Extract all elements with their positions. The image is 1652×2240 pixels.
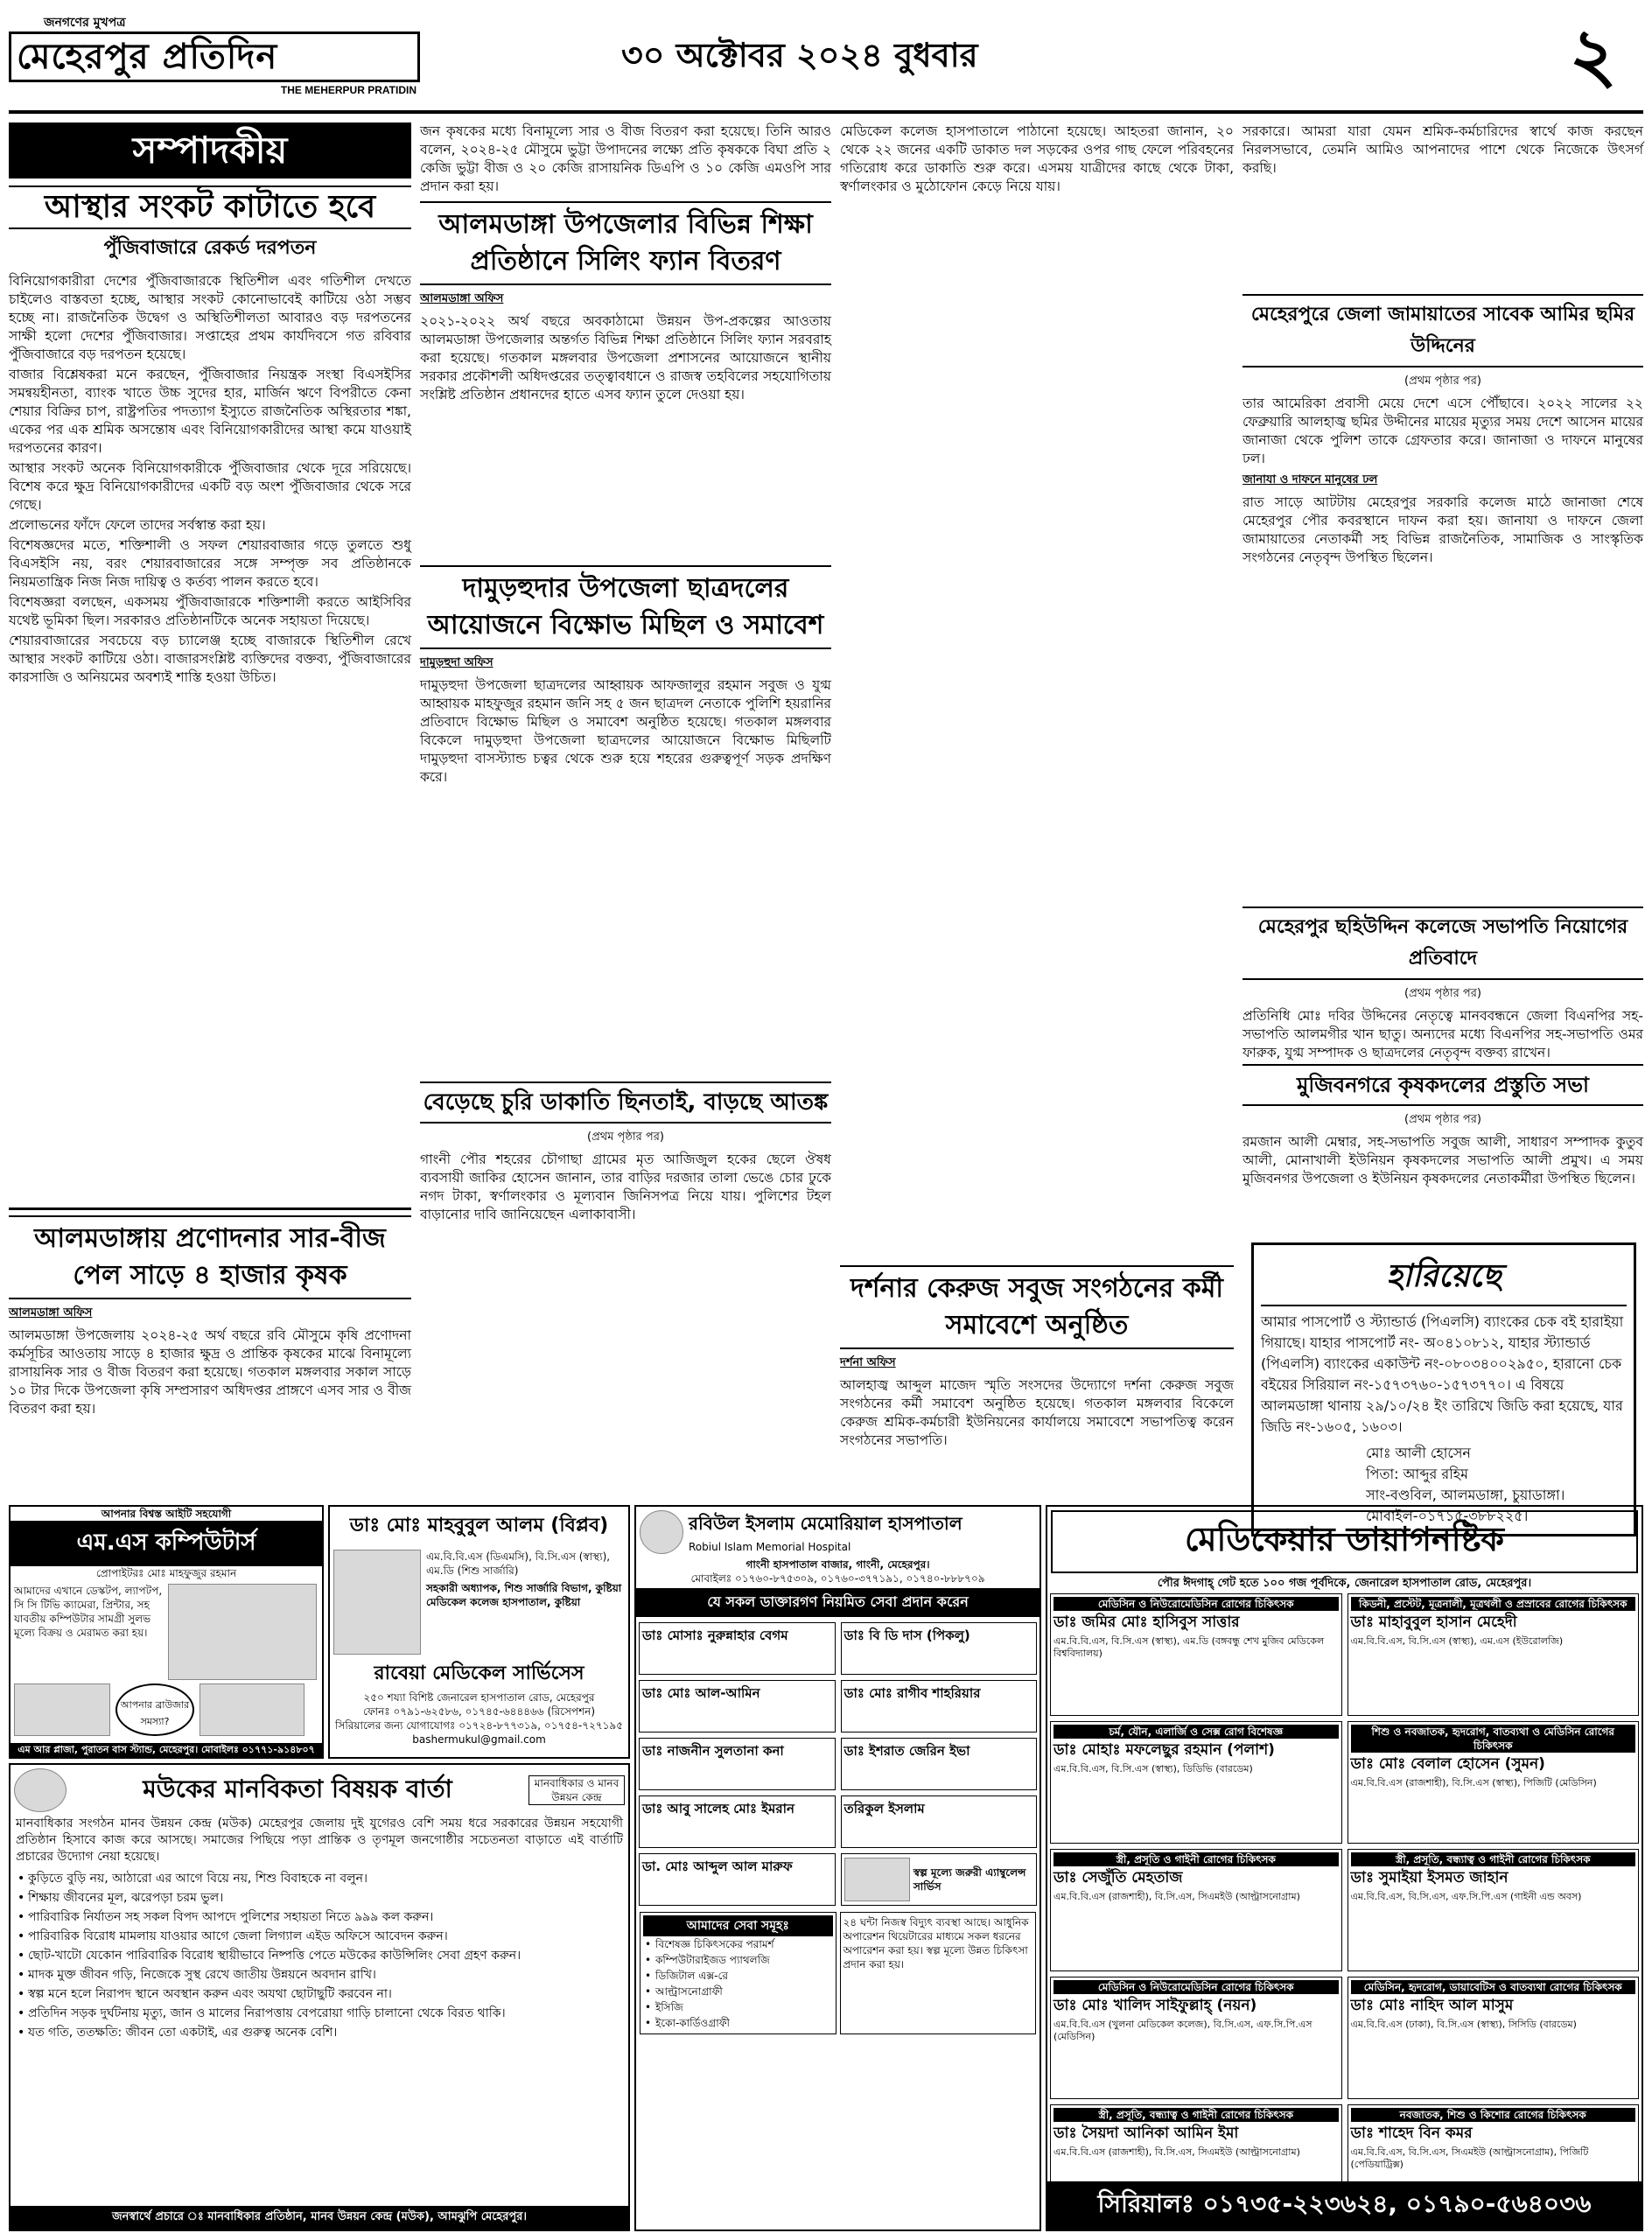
fertilizer-story (9, 1208, 411, 1420)
mouk-item: • কুড়িতে বুড়ি নয়, আঠারো এর আগে বিয়ে নয়, শিশু বিবাহকে না বলুন। (16, 1869, 623, 1888)
doctor-name: ডাঃ সেজুঁতি মেহতাজ (1054, 1869, 1183, 1886)
editorial-paragraph: বিনিয়োগকারীরা দেশের পুঁজিবাজারকে স্থিতিশীল এবং গতিশীল দেখতে চাইলেও বাস্তবতা হচ্ছে, আস্থার সংকট কোনোভাবেই কাটিয়ে ওঠা সম্ভব হচ্ছে না। রাজনৈতিক উদ্বেগ ও অস্থিতিশীলতা আবারও বড় দরপতনের সাক্ষী হলো দেশের পুঁজিবাজার। সপ্তাহের প্রথম কার্যদিবসে গত রবিবার পুঁজিবাজারে বড় দরপতন হয়েছে। (9, 273, 411, 362)
hospital-doctor: ডা. মোঃ আব্দুল আল মারুফ (642, 1858, 793, 1874)
doctor-photo (333, 1550, 421, 1655)
column-two (420, 122, 831, 1435)
environment-story (840, 1260, 1234, 1452)
environment-headline: দর্শনার কেরুজ সবুজ সংগঠনের কর্মী সমাবেশে অনুষ্ঠিত (840, 1265, 1234, 1349)
clinic-email: bashermukul@gmail.com (412, 1733, 546, 1746)
doctor-name: ডাঃ মাহাবুবুল হাসান মেহেদী (1350, 1614, 1517, 1631)
mouk-title: মউকের মানবিকতা বিষয়ক বার্তা (143, 1774, 452, 1803)
diagnostic-doctor (1050, 1849, 1342, 1971)
jamaat-text2: রাত সাড়ে আটটায় মেহেরপুর সরকারি কলেজ মাঠে জানাজা শেষে মেহেরপুর পৌর কবরস্থানে দাফন করা হয়। জানাযা ও দাফনে জেলা জামায়াতের নেতাকর্মী সহ বিভিন্ন রাজনৈতিক, সামাজিক ও সাংস্কৃতিক সংগঠনের নেতৃবৃন্দ উপস্থিত ছিলেন। (1242, 494, 1643, 565)
hospital-banner: যে সকল ডাক্তারগণ নিয়মিত সেবা প্রদান করেন (636, 1588, 1040, 1617)
jamaat-continued: (প্রথম পৃষ্ঠার পর) (1404, 374, 1481, 388)
hospital-doctor: ডাঃ মোঃ আল-আমিন (642, 1685, 760, 1701)
doctor-degree: এম.বি.বি.এস (রাজশাহী), বি.সি.এস, সিএমইউ (আল্ট্রাসনোগ্রাম) (1054, 1891, 1300, 1902)
farmers-story (1242, 1059, 1643, 1190)
protest-headline: দামুড়হুদার উপজেলা ছাত্রদলের আয়োজনে বিক্ষোভ মিছিল ও সমাবেশ (420, 565, 831, 649)
doctor-degree: এম.বি.বি.এস, বি.সি.এস, সিএমইউ (আল্ট্রাসনোগ্রাম), পিজিটি (পেডিয়াট্রিক্স) (1350, 2146, 1589, 2170)
jamaat-intro: সরকারে। আমরা যারা যেমন শ্রমিক-কর্মচারিদের স্বার্থে কাজ করছেন নিরলসভাবে, তেমনি আমিও আপনাদের পাশে থেকে নিজেকে উৎসর্গ করছি। (1242, 123, 1643, 176)
editorial-paragraph: বাজার বিশ্লেষকরা মনে করছেন, পুঁজিবাজার নিয়ন্ত্রক সংস্থা বিএসইসির সমন্বয়হীনতা, ব্যাংক খাতে উচ্চ সুদের হার, মার্জিন ঋণে বিপরীতে কেনা শেয়ার বিক্রির চাপ, রাষ্ট্রপতির পদত্যাগ ইস্যুতে রাজনৈতিক অস্থিরতার শঙ্কা, একের পর এক শ্রমিক অসন্তোষ এবং বিনিয়োগকারীদের আস্থা কমে যাওয়াই দরপতনের কারণ। (9, 367, 411, 456)
doctor-dept: স্ত্রী, প্রসূতি, বন্ধ্যাত্ব ও গাইনী রোগের চিকিৎসক (1054, 2108, 1339, 2122)
fertilizer-text: আলমডাঙ্গা উপজেলায় ২০২৪-২৫ অর্থ বছরে রবি মৌসুমে কৃষি প্রণোদনা কর্মসূচির আওতায় সাড়ে ৪ হাজার ক্ষুদ্র ও প্রান্তিক কৃষকের মাঝে বিনামূল্যে রাসায়নিক সার ও বীজ বিতরণ করা হয়েছে। গতকাল মঙ্গলবার সকাল সাড়ে ১০ টার দিকে উপজেলা কৃষি সম্প্রসারণ অধিদপ্তর প্রাঙ্গণে এসব সার ও বীজ বিতরণ করা হয়। (9, 1327, 411, 1417)
doctor-degree: এম.বি.বি.এস, বি.সি.এস (স্বাস্থ্য), ডিডিভি (বারডেম) (1054, 1763, 1253, 1774)
mouk-list (10, 1866, 628, 2046)
fertilizer-byline: আলমডাঙ্গা অফিস (9, 1306, 93, 1320)
fan-text: ২০২১-২০২২ অর্থ বছরে অবকাঠামো উন্নয়ন উপ-প্রকল্পের আওতায় আলমডাঙ্গা উপজেলার অন্তর্গত বিভিন্ন শিক্ষা প্রতিষ্ঠানে সিলিং ফ্যান সরবরাহ করা হয়েছে। গতকাল মঙ্গলবার উপজেলা প্রশাসনের আয়োজনে স্থানীয় সরকার প্রকৌশলী অধিদপ্তরের তত্ত্বাবধানে ও রাজস্ব তহবিলের সহযোগিতায় সংশ্লিষ্ট প্রতিষ্ঠান প্রধানদের হাতে এসব ফ্যান তুলে দেওয়া হয়। (420, 313, 831, 402)
jamaat-text: তার আমেরিকা প্রবাসী মেয়ে দেশে এসে পৌঁছাবে। ২০২২ সালের ২২ ফেব্রুয়ারি আলহাজ্ব ছমির উদ্দীনের মায়ের মৃত্যুর সময় দেশে আসেন মায়ের জানাজা থেকে পুলিশ তাকে গ্রেফতার করে। জানাজা ও দাফনে মানুষের ঢল। (1242, 396, 1643, 466)
doctor-name: ডাঃ সৈয়দা আনিকা আমিন ইমা (1054, 2124, 1239, 2142)
doctor-dept: কিডনী, প্রস্টেট, মূত্রনালী, মূত্রথলী ও প্রস্রাবের রোগের চিকিৎসক (1351, 1597, 1636, 1611)
farmers-continued: (প্রথম পৃষ্ঠার পর) (1404, 1113, 1481, 1126)
diagnostic-address: পৌর ঈদগাহ্ গেট হতে ১০০ গজ পূর্বদিকে, জেনারেল হাসপাতাল রোড, মেহেরপুর। (1157, 1577, 1532, 1590)
ad-diagnostic (1046, 1505, 1643, 2231)
doctor-dept: মেডিসিন ও নিউরোমেডিসিন রোগের চিকিৎসক (1054, 1980, 1339, 1994)
doctor-degree: এম.বি.বি.এস, বি.সি.এস (স্বাস্থ্য), এম.ডি (বঙ্গবন্ধু শেখ মুজিব মেডিকেল বিশ্ববিদ্যালয়) (1054, 1635, 1325, 1659)
lost-line: পিতা: আব্দুর রহিম (1366, 1466, 1469, 1482)
diagnostic-doctor (1348, 1593, 1640, 1716)
doctor-name: ডাঃ মোঃ বেলাল হোসেন (সুমন) (1350, 1755, 1545, 1773)
page-number: ২ (1569, 12, 1617, 98)
environment-byline: দর্শনা অফিস (840, 1356, 896, 1369)
doctor-role: সহকারী অধ্যাপক, শিশু সার্জারি বিভাগ, কুষ্টিয়া মেডিকেল কলেজ হাসপাতাল, কুষ্টিয়া (426, 1582, 622, 1608)
hospital-name: রবিউল ইসলাম মেমোরিয়াল হাসপাতাল (689, 1512, 962, 1534)
fertilizer-headline: আলমডাঙ্গায় প্রণোদনার সার-বীজ পেল সাড়ে ৪ হাজার কৃষক (9, 1215, 411, 1299)
diagnostic-name: মেডিকেয়ার ডায়াগনষ্টিক (1051, 1510, 1638, 1573)
lost-notice (1251, 1242, 1636, 1536)
services-title: আমাদের সেবা সমূহঃ (643, 1915, 833, 1936)
mouk-item: • মাদক মুক্ত জীবন গড়ি, নিজেকে সুস্থ রেখে জাতীয় উন্নয়নে অবদান রাখি। (16, 1965, 623, 1984)
service-item: • কম্পিউটারাইজড প্যাথলজি (643, 1952, 833, 1968)
protest-story (420, 560, 831, 788)
editorial-banner: সম্পাদকীয় (9, 122, 411, 178)
fan-byline: আলমডাঙ্গা অফিস (420, 292, 504, 305)
computer-footer: এম আর প্লাজা, পুরাতন বাস স্ট্যান্ড, মেহেরপুর। মোবাইলঃ ০১৭৭১-৯১৪৮০৭ (10, 1743, 322, 1757)
doctor-name: ডাঃ মোঃ মাহবুবুল আলম (বিপ্লব) (349, 1515, 609, 1536)
doctor-dept: চর্ম, যৌন, এলার্জি ও সেক্স রোগ বিশেষজ্ঞ (1054, 1725, 1339, 1739)
computer-image (14, 1684, 110, 1736)
doctor-dept: স্ত্রী, প্রসূতি ও গাইনী রোগের চিকিৎসক (1054, 1852, 1339, 1866)
hospital-doctor: ডাঃ বি ডি দাস (পিকলু) (844, 1628, 970, 1643)
ad-mouk (9, 1763, 630, 2231)
diagnostic-serial: সিরিয়ালঃ ০১৭৩৫-২২৩৬২৪, ০১৭৯০-৫৬৪০৩৬ (1047, 2181, 1642, 2230)
mouk-item: • স্বল্প মনে হলে নিরাপদ স্থানে অবস্থান করুন এবং অযথা ছোটাছুটি করবেন না। (16, 1984, 623, 2004)
ad-hospital (634, 1505, 1041, 2231)
mouk-tag: মানবাধিকার ও মানব উন্নয়ন কেন্দ্র (528, 1775, 625, 1805)
diagnostic-doctor (1050, 1977, 1342, 2099)
jamaat-subsection: জানাযা ও দাফনে মানুষের ঢল (1242, 473, 1378, 486)
college-text: প্রতিনিধি মোঃ দবির উদ্দিনের নেতৃত্বে মানববন্ধনে জেলা বিএনপির সহ-সভাপতি আলমগীর খান ছাতু। অন্যদের মধ্যে বিএনপির সহ-সভাপতি ওমর ফারুক, যুগ্ম সম্পাদক ও ছাত্রদলের নেতৃবৃন্দ বক্তব্য রাখেন। (1242, 1008, 1643, 1060)
college-story (1242, 901, 1643, 1064)
mouk-item: • ছোট-খাটো যেকোন পারিবারিক বিরোধ স্থায়ীভাবে নিষ্পত্তি পেতে মউকের কাউন্সিলিং সেবা গ্রহণ করুন। (16, 1946, 623, 1965)
service-item: • ডিজিটাল এক্স-রে (643, 1968, 833, 1984)
mouk-item: • শিক্ষায় জীবনের মূল, ঝরেপড়া চরম ভুল। (16, 1888, 623, 1908)
fan-intro: জন কৃষকের মধ্যে বিনামূল্যে সার ও বীজ বিতরণ করা হয়েছে। তিনি আরও বলেন, ২০২৪-২৫ মৌসুমে ভুট্টা উপাদনের লক্ষ্যে প্রতি কৃষককে বিঘা প্রতি ২ কেজি ভুট্টা বীজ ও ২০ কেজি রাসায়নিক ডিএপি ও ১০ কেজি এমওপি সার প্রদান করা হয়। (420, 123, 831, 194)
service-item: • ইকো-কার্ডিওগ্রাফী (643, 2015, 833, 2031)
service-item: • বিশেষজ্ঞ চিকিৎসকের পরামর্শ (643, 1936, 833, 1952)
environment-text: আলহাজ্ব আব্দুল মাজেদ স্মৃতি সংসদের উদ্যোগে দর্শনা কেরুজ সবুজ সংগঠনের কর্মী সমাবেশ অনুষ্ঠিত হয়েছে। গতকাল মঙ্গলবার বিকেলে কেরুজ শ্রমিক-কর্মচারী ইউনিয়নের কার্যালয়ে সমাবেশে সভাপতিত্ব করেন সংগঠনের সভাপতি। (840, 1377, 1234, 1448)
computer-bubble: আপনার ব্রাউজার সমস্যা? (116, 1684, 194, 1736)
editorial-paragraph: বিশেষজ্ঞদের মতে, শক্তিশালী ও সফল শেয়ারবাজার গড়ে তুলতে শুধু বিএসইসি নয়, বরং শেয়ারবাজারের সঙ্গে সম্পৃক্ত সব প্রতিষ্ঠানকে নিয়মতান্ত্রিক নিজ নিজ দায়িত্ব ও কর্তব্য পালন করতে হবে। (9, 537, 411, 590)
mouk-logo (14, 1768, 66, 1812)
doctor-name: ডাঃ মোঃ নাহিদ আল মাসুম (1350, 1997, 1514, 2014)
farmers-headline: মুজিবনগরে কৃষকদলের প্রস্তুতি সভা (1242, 1064, 1643, 1106)
hospital-services (640, 1912, 836, 2034)
dateline: ৩০ অক্টোবর ২০২৪ বুধবার (621, 36, 978, 74)
doctor-degree: এম.বি.বি.এস, বি.সি.এস, এফ.সি.পি.এস (গাইনী এন্ড অবস) (1350, 1891, 1582, 1902)
clinic-phone: ফোনঃ ০৭৯১-৬২৫৮৬, ০১৭৪৫-৬৪৪৪৬৬ (রিসেপশন) (362, 1705, 596, 1718)
computer-sub: প্রোপাইটরঃ মোঃ মাহফুজুর রহমান (95, 1567, 237, 1579)
doctor-name: ডাঃ মোঃ খালিদ সাইফুল্লাহ্ (নয়ন) (1054, 1997, 1257, 2014)
editorial-paragraph: আস্থার সংকট অনেক বিনিয়োগকারীকে পুঁজিবাজার থেকে দূরে সরিয়েছে। বিশেষ করে ক্ষুদ্র বিনিয়োগকারীদের একটি বড় অংশ পুঁজিবাজার থেকে সরে গেছে। (9, 460, 411, 513)
ambulance-image (844, 1858, 910, 1901)
cctv-image (168, 1584, 317, 1680)
lost-line: আমার পাসপোর্ট ও স্ট্যান্ডার্ড (পিএলসি) ব্যাংকের চেক বই হারাইয়া গিয়াছে। যাহার পাসপোর্ট নং- অ০৪১০৮১২, যাহার স্ট্যান্ডার্ড (পিএলসি) ব্যাংকের একাউন্ট নং-০৮০৩৪০০২৯৫০, হারানো চেক বইয়ের সিরিয়াল নং-১৫৭৩৭৬০-১৫৭৩৭৭০। এ বিষয়ে আলমডাঙ্গা থানায় ২৯/১০/২৪ ইং তারিখে জিডি করা হয়েছে, যার জিডি নং-১৬০৫, ১৬০৩। (1261, 1313, 1624, 1435)
mouk-item: • পারিবারিক বিরোধ মামলায় যাওয়ার আগে জেলা লিগ্যাল এইড অফিসে আবেদন করুন। (16, 1927, 623, 1946)
doctor-dept: শিশু ও নবজাতক, হৃদরোগ, বাতব্যথা ও মেডিসিন রোগের চিকিৎসক (1351, 1725, 1636, 1753)
hospital-doctor: ডাঃ নাজনীন সুলতানা কনা (642, 1743, 784, 1759)
doctor-degree: এম.বি.বি.এস (রাজশাহী), বি.সি.এস, সিএমইউ (আল্ট্রাসনোগ্রাম) (1054, 2146, 1300, 2158)
doctor-degree: এম.বি.বি.এস (ঢাকা), বি.সি.এস (স্বাস্থ্য), সিসিডি (বারডেম) (1350, 2019, 1577, 2030)
computer-desc: আমাদের এখানে ডেস্কটপ, ল্যাপটপ, সি সি টিভি ক্যামেরা, প্রিন্টার, সহ যাবতীয় কম্পিউটার সামগ্রী সুলভ মূল্যে বিক্রয় ও মেরামত করা হয়। (14, 1585, 163, 1639)
ad-doctor (328, 1505, 630, 1759)
diagnostic-doctor (1348, 1977, 1640, 2099)
hospital-doctor: ডাঃ মোঃ রাগীব শাহরিয়ার (844, 1685, 981, 1701)
hospital-name-en: Robiul Islam Memorial Hospital (689, 1540, 851, 1553)
mouk-footer: জনস্বার্থে প্রচারে ঃ মানবাধিকার প্রতিষ্ঠান, মানব উন্নয়ন কেন্দ্র (মউক), আমঝুপি মেহেরপুর। (10, 2206, 628, 2230)
column-three (840, 122, 1234, 1488)
doctor-name: ডাঃ সুমাইয়া ইসমত জাহান (1350, 1869, 1508, 1886)
college-continued: (প্রথম পৃষ্ঠার পর) (1404, 987, 1481, 1000)
hospital-phone: মোবাইলঃ ০১৭৬০-৮৭৫৩০৯, ০১৭৬০-৩৭৭১৯১, ০১৭৪০-৮৮৮৭০৯ (690, 1572, 985, 1585)
hospital-doctor: ডাঃ মোসাঃ নুরুন্নাহার বেগম (642, 1628, 788, 1643)
mouk-item: • প্রতিদিন সড়ক দুর্ঘটনায় মৃত্যু, জান ও মালের নিরাপত্তায় বেপরোয়া গাড়ি চালানো থেকে বিরত থাকি। (16, 2004, 623, 2023)
computer-name: এম.এস কম্পিউটার্স (10, 1521, 322, 1566)
logo-tagline: জনগণের মুখপত্র (44, 16, 126, 30)
crime-headline: বেড়েছে চুরি ডাকাতি ছিনতাই, বাড়ছে আতঙ্ক (420, 1082, 831, 1124)
crime-story (420, 1076, 831, 1226)
hospital-note: ২৪ ঘন্টা নিজস্ব বিদ্যুৎ ব্যবস্থা আছে। আধুনিক অপারেশন থিয়েটারের মাধ্যমে সকল ধরনের অপারেশন করা হয়। স্বল্প মূল্যে উন্নত চিকিৎসা প্রদান করা হয়। (840, 1912, 1037, 2034)
printer-image (200, 1684, 304, 1736)
mouk-intro: মানবাধিকার সংগঠন মানব উন্নয়ন কেন্দ্র (মউক) মেহেরপুর জেলায় দুই যুগেরও বেশি সময় ধরে সরকারের উন্নয়ন সহযোগী প্রতিষ্ঠান হিসাবে কাজ করে আসছে। সমাজের পিছিয়ে পড়া প্রান্তিক ও তৃণমূল জনগোষ্ঠীর সচেতনতা বাড়াতে এই বার্তাটি প্রচারের উদ্যোগ নেয়া হয়েছে। (16, 1816, 623, 1864)
protest-text: দামুড়হুদা উপজেলা ছাত্রদলের আহ্বায়ক আফজালুর রহমান সবুজ ও যুগ্ম আহ্বায়ক মাহফুজুর রহমান জনি সহ ৫ জন ছাত্রদল নেতাকে পুলিশি হয়রানির প্রতিবাদে বিক্ষোভ মিছিল ও সমাবেশ অনুষ্ঠিত হয়েছে। গতকাল মঙ্গলবার বিকেলে দামুড়হুদা উপজেলা ছাত্রদলের আয়োজনে বিক্ষোভ মিছিলটি দামুড়হুদা বাসস্ট্যান্ড চত্বর থেকে শুরু হয়ে শহরের গুরুত্বপূর্ণ সড়ক প্রদক্ষিণ করে। (420, 677, 831, 785)
doctor-degree: এম.বি.বি.এস (রাজশাহী), বি.সি.এস (স্বাস্থ্য), পিজিটি (মেডিসিন) (1350, 1777, 1597, 1788)
newspaper-logo (9, 9, 420, 107)
diagnostic-doctor (1348, 1849, 1640, 1971)
lost-line: মোবাইল-০১৭১৫-৩৮৮২২৫। (1366, 1508, 1529, 1524)
hospital-address: গাংনী হাসপাতাল বাজার, গাংনী, মেহেরপুর। (746, 1558, 930, 1571)
doctor-degree: এম.বি.বি.এস, বি.সি.এস (স্বাস্থ্য), এম.এস (ইউরোলজি) (1350, 1635, 1564, 1647)
jamaat-headline: মেহেরপুরে জেলা জামায়াতের সাবেক আমির ছমির উদ্দিনের (1242, 294, 1643, 368)
diagnostic-doctor (1348, 1721, 1640, 1844)
doctor-dept: মেডিসিন, হৃদরোগ, ডায়াবেটিস ও বাতব্যথা রোগের চিকিৎসক (1351, 1980, 1636, 1994)
logo-name-en: THE MEHERPUR PRATIDIN (280, 84, 416, 96)
ad-computer (9, 1505, 324, 1759)
mouk-item: • যত গতি, ততক্ষতি: জীবন তো একটাই, এর গুরুত্ব অনেক বেশি। (16, 2023, 623, 2042)
logo-name: মেহেরপুর প্রতিদিন (9, 32, 420, 82)
lost-line: মোঃ আলী হোসেন (1366, 1445, 1471, 1461)
column-editorial (9, 122, 411, 1435)
crime-continued: (প্রথম পৃষ্ঠার পর) (587, 1130, 664, 1144)
doctor-name: ডাঃ জমির মোঃ হাসিবুস সাত্তার (1054, 1614, 1240, 1631)
college-headline: মেহেরপুর ছহিউদ্দিন কলেজে সভাপতি নিয়োগের প্রতিবাদে (1242, 906, 1643, 980)
fan-headline: আলমডাঙ্গা উপজেলার বিভিন্ন শিক্ষা প্রতিষ্ঠানে সিলিং ফ্যান বিতরণ (420, 201, 831, 285)
protest-byline: দামুড়হুদা অফিস (420, 656, 494, 669)
column-four (1242, 122, 1643, 1524)
doctor-dept: স্ত্রী, প্রসূতি, বন্ধ্যাত্ব ও গাইনী রোগের চিকিৎসক (1351, 1852, 1636, 1866)
medical-text: মেডিকেল কলেজ হাসপাতালে পাঠানো হয়েছে। আহতরা জানান, ২০ থেকে ২২ জনের একটি ডাকাত দল সড়কের ওপর গাছ ফেলে পরিবহনের গতিরোধ করে ডাকাতি শুরু করে। এসময় যাত্রীদের কাছে থেকে টাকা, স্বর্ণালংকার ও মুঠোফোন কেড়ে নিয়ে যায়। (840, 123, 1234, 194)
clinic-name: রাবেয়া মেডিকেল সার্ভিসেস (374, 1662, 584, 1684)
diagnostic-doctor (1050, 1721, 1342, 1844)
doctor-degree: এম.বি.বি.এস (ডিএমসি), বি.সি.এস (স্বাস্থ্য), এম.ডি (শিশু সার্জারি) (426, 1550, 611, 1577)
clinic-address: ২৫০ শয্যা বিশিষ্ট জেনারেল হাসপাতাল রোড, মেহেরপুর (363, 1691, 595, 1704)
doctor-degree: এম.বি.বি.এস (খুলনা মেডিকেল কলেজ), বি.সি.এস, এফ.সি.পি.এস (মেডিসিন) (1054, 2019, 1312, 2042)
editorial-paragraph: প্রলোভনের ফাঁদে ফেলে তাদের সর্বস্বান্ত করা হয়। (9, 517, 266, 533)
hospital-logo (640, 1510, 683, 1554)
lost-line: সাং-বণ্ডবিল, আলমডাঙ্গা, চুয়াডাঙ্গা। (1366, 1487, 1565, 1503)
computer-top: আপনার বিশ্বস্ত আইটি সহযোগী (101, 1508, 232, 1520)
editorial-subhead: পুঁজিবাজারে রেকর্ড দরপতন (103, 237, 317, 259)
doctor-dept: নবজাতক, শিশু ও কিশোর রোগের চিকিৎসক (1351, 2108, 1636, 2122)
lost-title: হারিয়েছে (1261, 1252, 1627, 1306)
mouk-item: • পারিবারিক নির্যাতন সহ সকল বিপদ আপদে পুলিশের সহায়তা নিতে ৯৯৯ কল করুন। (16, 1908, 623, 1927)
jamaat-story (1242, 289, 1643, 569)
hospital-doctor: ডাঃ ইশরাত জেরিন ইভা (844, 1743, 970, 1759)
farmers-text: রমজান আলী মেম্বার, সহ-সভাপতি সবুজ আলী, সাধারণ সম্পাদক কুতুব আলী, মোনাখালী ইউনিয়ন কৃষকদলের সভাপতি আলী প্রমুখ। এ সময় মুজিবনগর উপজেলা ও ইউনিয়ন কৃষকদলের নেতাকর্মীরা উপস্থিত ছিলেন। (1242, 1134, 1643, 1186)
service-item: • আল্ট্রাসনোগ্রাফী (643, 1984, 833, 1999)
doctor-name: ডাঃ শাহেদ বিন কমর (1350, 2124, 1473, 2142)
hospital-doctor: তরিকুল ইসলাম (844, 1801, 925, 1816)
hospital-doctor: ডাঃ আবু সালেহ মোঃ ইমরান (642, 1801, 794, 1816)
editorial-paragraph: বিশেষজ্ঞরা বলছেন, একসময় পুঁজিবাজারকে শক্তিশালী করতে আইসিবির যথেষ্ট ভূমিকা ছিল। সরকারও প্রতিষ্ঠানটিকে অনেক সহায়তা দিয়েছে। (9, 594, 411, 628)
diagnostic-doctor (1050, 1593, 1342, 1716)
doctor-dept: মেডিসিন ও নিউরোমেডিসিন রোগের চিকিৎসক (1054, 1597, 1339, 1611)
service-item: • ইসিজি (643, 1999, 833, 2015)
editorial-paragraph: শেয়ারবাজারের সবচেয়ে বড় চ্যালেঞ্জ হচ্ছে বাজারকে স্থিতিশীল রেখে আস্থার সংকট কাটিয়ে ওঠা। বাজারসংশ্লিষ্ট ব্যক্তিদের বক্তব্য, পুঁজিবাজারের কারসাজি ও অনিয়মের অবশ্যই শাস্তি হওয়া উচিত। (9, 633, 411, 685)
ambulance-text: স্বল্প মূল্যে জরুরী এ্যাম্বুলেন্স সার্ভিস (913, 1866, 1026, 1893)
crime-text: গাংনী পৌর শহরের চৌগাছা গ্রামের মৃত আজিজুল হকের ছেলে ঔষধ ব্যবসায়ী জাকির হোসেন জানান, তার বাড়ির দরজার তালা ভেঙে চোর ঢুকে নগদ টাকা, স্বর্ণালংকার ও মূল্যবান জিনিসপত্র নিয়ে যায়। পুলিশের টহল বাড়ানোর দাবি জানিয়েছেন এলাকাবাসী। (420, 1152, 831, 1222)
doctor-name: ডাঃ মোহাঃ মফলেছুর রহমান (পলাশ) (1054, 1741, 1275, 1759)
masthead (9, 9, 1643, 114)
clinic-serial: সিরিয়ালের জন্য যোগাযোগঃ ০১৭২৪-৮৭৭৩১৯, ০১৭৫৪-৭২৭১৯৫ (335, 1719, 623, 1732)
editorial-headline: আস্থার সংকট কাটাতে হবে (9, 186, 411, 229)
